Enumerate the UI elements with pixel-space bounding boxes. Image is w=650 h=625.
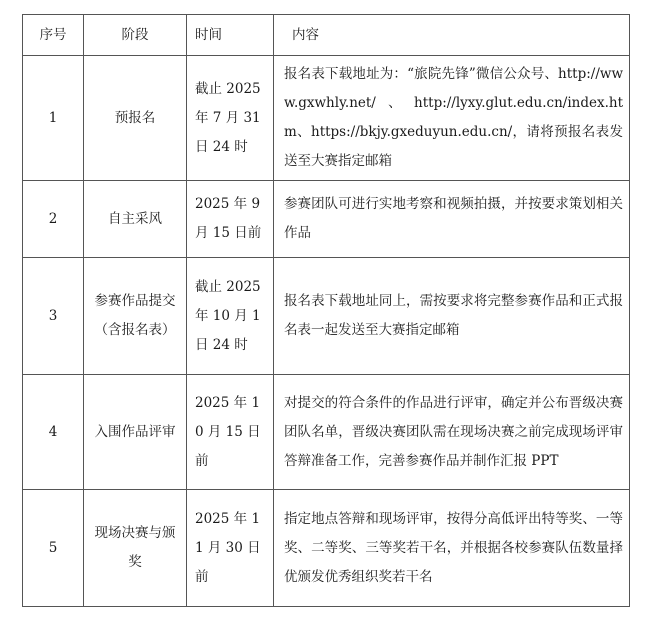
row-content: 报名表下载地址为：“旅院先锋”微信公众号、http://www.gxwhly.net/、http://lyxy.glut.edu.cn/index.htm、https://bkjy.gxeduyun.edu.cn/，请将预报名表发送至大赛指定邮箱 [274,56,630,181]
row-content: 参赛团队可进行实地考察和视频拍摄，并按要求策划相关作品 [274,181,630,258]
row-stage: 自主采风 [84,181,187,258]
row-no: 5 [23,490,84,607]
table-row [23,56,630,181]
row-no: 3 [23,258,84,375]
row-no: 2 [23,181,84,258]
row-stage: 入围作品评审 [84,375,187,490]
table-row [23,181,630,258]
header-no: 序号 [23,15,84,56]
row-time: 2025 年 10 月 15 日前 [187,375,274,490]
row-stage: 参赛作品提交（含报名表） [84,258,187,375]
header-stage: 阶段 [84,15,187,56]
row-content: 对提交的符合条件的作品进行评审，确定并公布晋级决赛团队名单，晋级决赛团队需在现场决赛之前完成现场评审答辩准备工作，完善参赛作品并制作汇报 PPT [274,375,630,490]
row-content: 报名表下载地址同上，需按要求将完整参赛作品和正式报名表一起发送至大赛指定邮箱 [274,258,630,375]
header-row [23,15,630,56]
header-content: 内容 [274,15,630,56]
row-stage: 预报名 [84,56,187,181]
table-row [23,258,630,375]
header-time: 时间 [187,15,274,56]
row-no: 1 [23,56,84,181]
row-no: 4 [23,375,84,490]
row-content: 指定地点答辩和现场评审，按得分高低评出特等奖、一等奖、二等奖、三等奖若干名，并根据各校参赛队伍数量择优颁发优秀组织奖若干名 [274,490,630,607]
row-time: 截止 2025 年 7 月 31 日 24 时 [187,56,274,181]
table-row [23,375,630,490]
schedule-table-wrapper [22,14,630,607]
schedule-table [22,14,630,607]
row-stage: 现场决赛与颁奖 [84,490,187,607]
row-time: 2025 年 11 月 30 日前 [187,490,274,607]
row-time: 2025 年 9 月 15 日前 [187,181,274,258]
table-row [23,490,630,607]
row-time: 截止 2025 年 10 月 1 日 24 时 [187,258,274,375]
